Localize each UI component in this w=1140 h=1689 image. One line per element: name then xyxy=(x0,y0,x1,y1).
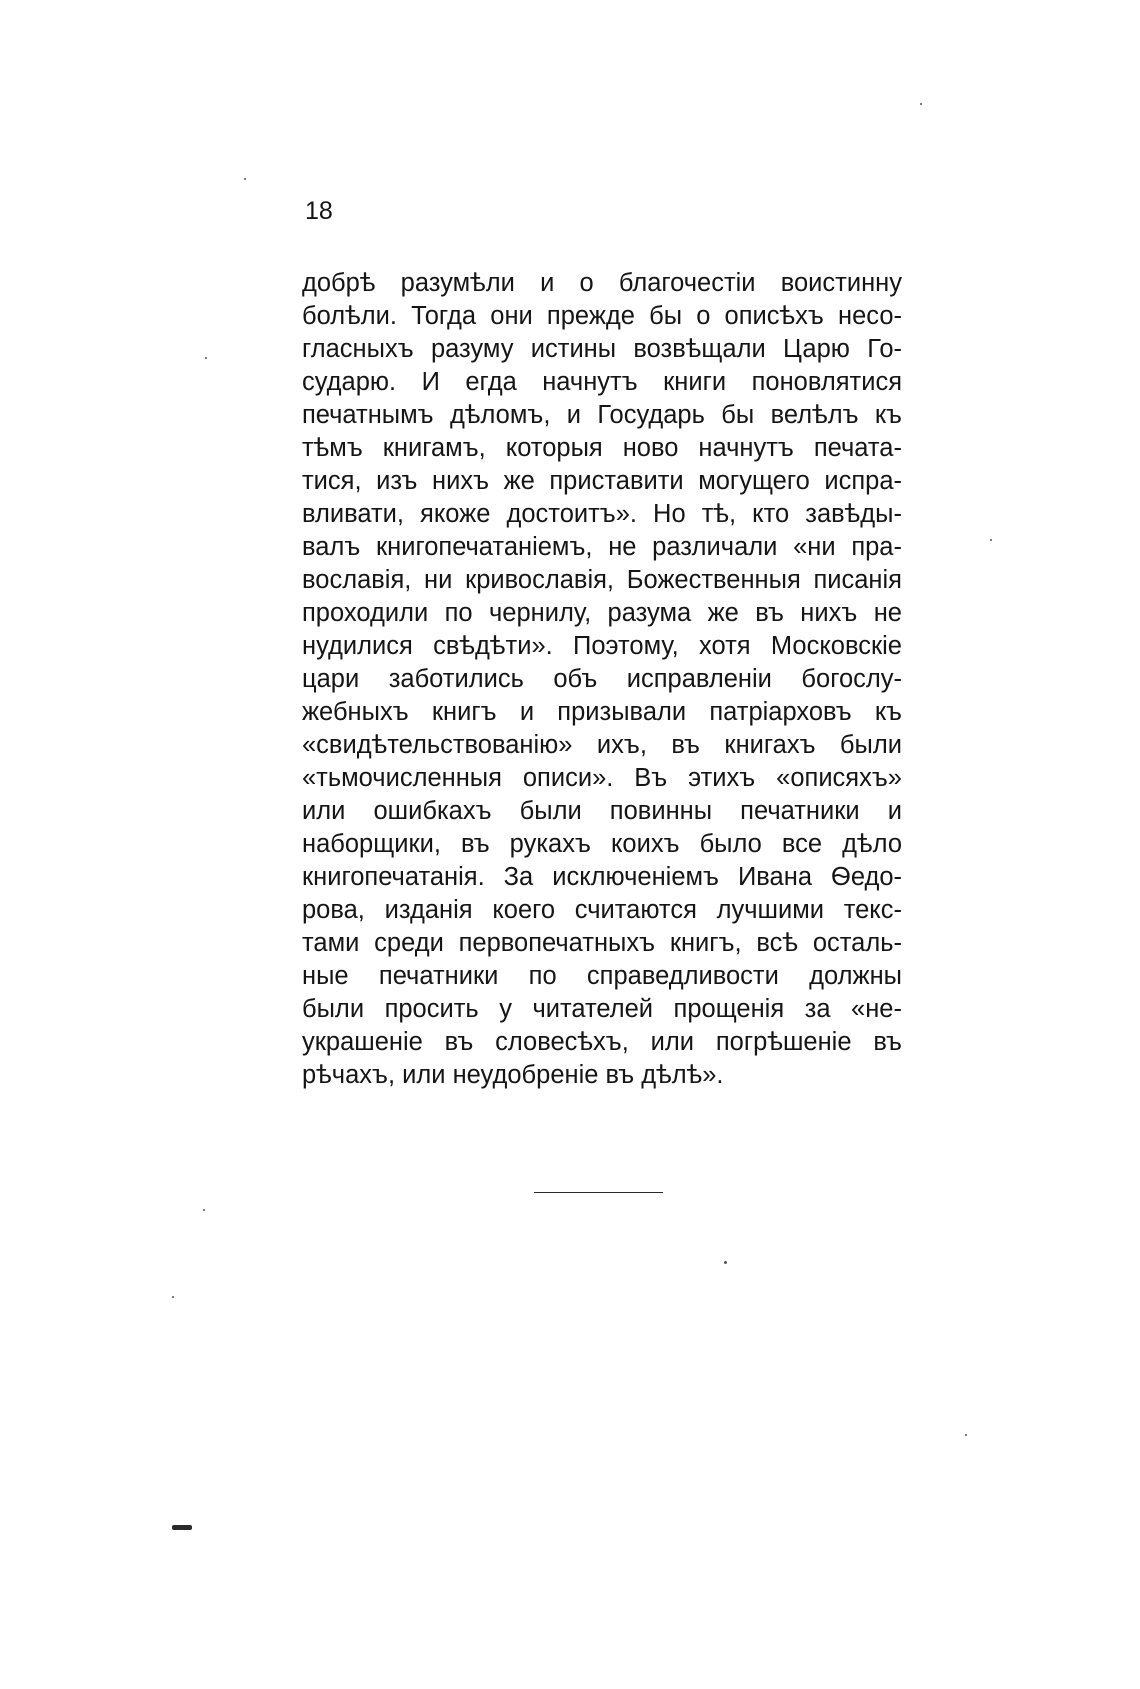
text-line: «свидѣтельствованію» ихъ, въ книгахъ были xyxy=(302,731,902,759)
text-line: рова, изданія коего считаются лучшими текс- xyxy=(302,896,902,924)
text-line: тами среди первопечатныхъ книгъ, всѣ осталь- xyxy=(302,929,902,957)
scan-speck xyxy=(172,1296,174,1298)
text-line: тися, изъ нихъ же приставити могущего испра- xyxy=(302,467,902,495)
text-line: рѣчахъ, или неудобреніе въ дѣлѣ». xyxy=(302,1061,724,1089)
text-line: тѣмъ книгамъ, которыя ново начнутъ печата- xyxy=(302,434,902,462)
text-line: или ошибкахъ были повинны печатники и xyxy=(302,797,902,825)
scan-speck xyxy=(203,1209,205,1211)
scan-speck xyxy=(205,357,207,359)
text-line: «тьмочисленныя описи». Въ этихъ «описяхъ» xyxy=(302,764,902,792)
body-text xyxy=(302,267,902,1092)
text-line: валъ книгопечатаніемъ, не различали «ни пра- xyxy=(302,533,902,561)
scan-speck xyxy=(244,178,246,180)
text-line: проходили по чернилу, разума же въ нихъ не xyxy=(302,599,902,627)
text-line: цари заботились объ исправленіи богослу- xyxy=(302,665,902,693)
section-end-rule xyxy=(534,1192,663,1193)
text-line: добрѣ разумѣли и о благочестіи воистинну xyxy=(302,269,902,297)
text-line: книгопечатанія. За исключеніемъ Ивана Ѳедо- xyxy=(302,863,902,891)
text-line: вливати, якоже достоитъ». Но тѣ, кто завѣды- xyxy=(302,500,902,528)
text-line: вославія, ни кривославія, Божественныя писанія xyxy=(302,566,902,594)
text-line: гласныхъ разуму истины возвѣщали Царю Го- xyxy=(302,335,902,363)
scan-speck xyxy=(920,103,922,105)
text-line: нудилися свѣдѣти». Поэтому, хотя Московскіе xyxy=(302,632,902,660)
scan-speck xyxy=(724,1261,727,1264)
scan-speck xyxy=(965,1434,967,1436)
scan-smudge xyxy=(172,1525,192,1530)
text-line: украшеніе въ словесѣхъ, или погрѣшеніе въ xyxy=(302,1028,902,1056)
text-line: болѣли. Тогда они прежде бы о описѣхъ несо- xyxy=(302,302,902,330)
text-line: ные печатники по справедливости должны xyxy=(302,962,902,990)
text-line: жебныхъ книгъ и призывали патріарховъ къ xyxy=(302,698,902,726)
text-line: были просить у читателей прощенія за «не- xyxy=(302,995,902,1023)
scan-speck xyxy=(990,539,992,541)
text-line: наборщики, въ рукахъ коихъ было все дѣло xyxy=(302,830,902,858)
text-line: сударю. И егда начнутъ книги поновлятися xyxy=(302,368,902,396)
text-line: печатнымъ дѣломъ, и Государь бы велѣлъ къ xyxy=(302,401,902,429)
page-number: 18 xyxy=(305,197,333,225)
